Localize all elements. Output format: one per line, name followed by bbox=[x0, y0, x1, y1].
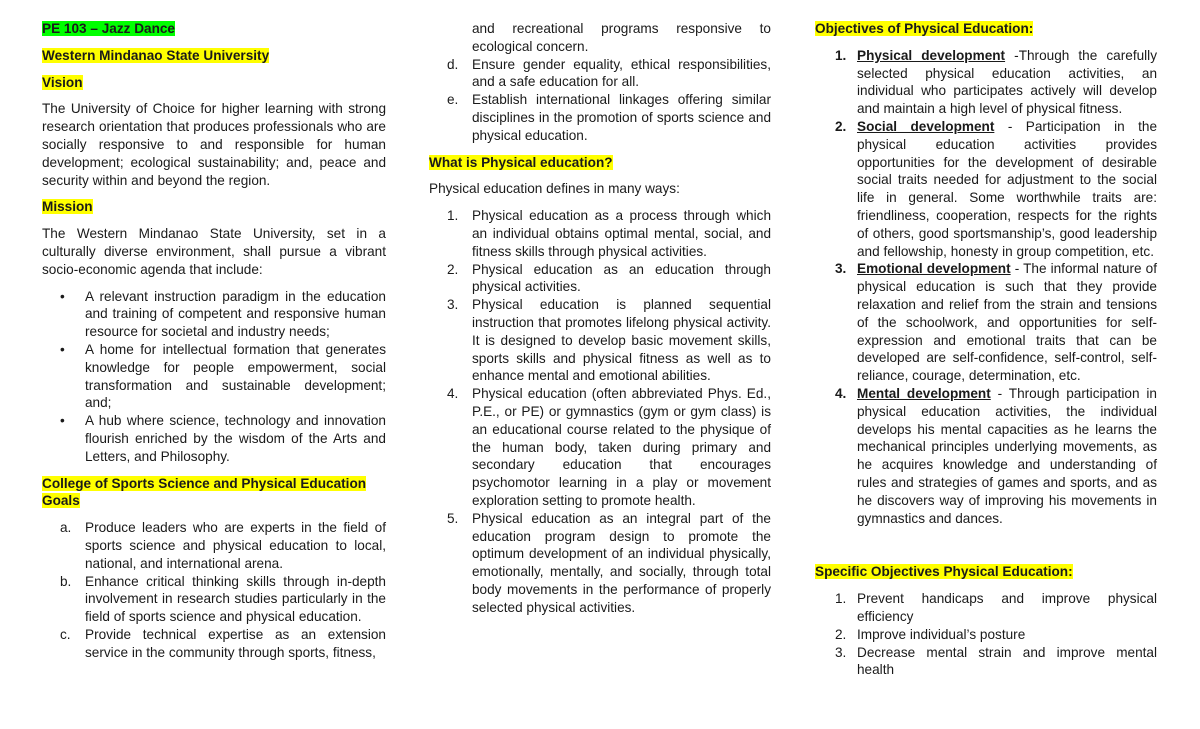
vision-text: The University of Choice for higher learning with strong research orientation that produces professionals who are socially responsive to and responsible for human development; ecological sustainability; and, peace and security within and beyond the region. bbox=[42, 101, 386, 188]
mission-item: • A relevant instruction paradigm in the education and training of competent and responsive human resource for societal and industry needs; bbox=[60, 288, 386, 340]
objectives-list bbox=[815, 47, 1157, 528]
goal-item: c. Provide technical expertise as an extension service in the community through sports, fitness, bbox=[60, 626, 386, 660]
definition-item: 1. Physical education as a process through which an individual obtains optimal mental, social, and fitness skills through physical activities. bbox=[447, 208, 771, 259]
objective-item: 2. Social development - Participation in the physical education activities provides opportunities for the development of desirable social traits needed for adjustment to the social life in general. Some worthwhile traits are: friendliness, cooperation, respects for the rights of others, good sportsmanship’s, good leadership and fellowship, honesty in group competition, etc. bbox=[835, 118, 1158, 259]
bullet-icon: • bbox=[60, 341, 65, 357]
objective-item: 1. Physical development -Through the carefully selected physical education activities, an individual who participates actively will develop and maintain a high level of physical fitness. bbox=[835, 47, 1157, 117]
column-2 bbox=[429, 20, 771, 617]
definitions-list bbox=[429, 207, 771, 616]
definition-item: 4. Physical education (often abbreviated Phys. Ed., P.E., or PE) or gymnastics (gym or gym class) is an educational course related to the physique of the human body, taken during primary and secondary education that encourages psychomotor learning in a play or movement exploration setting to promote health. bbox=[447, 386, 771, 508]
objectives-heading: Objectives of Physical Education: bbox=[815, 21, 1034, 36]
objective-item: 3. Emotional development - The informal nature of physical education is such that they provide relaxation and relief from the strain and tensions of the schoolwork, and opportunities for self-expression and emotional traits that can be developed are self-confidence, self-control, self-reliance, courage, determination, etc. bbox=[835, 261, 1157, 384]
mission-heading: Mission bbox=[42, 199, 93, 215]
definition-item: 2. Physical education as an education through physical activities. bbox=[447, 261, 771, 295]
course-title: PE 103 – Jazz Dance bbox=[42, 21, 175, 36]
column-3 bbox=[815, 20, 1157, 679]
bullet-icon: • bbox=[60, 288, 65, 304]
college-goals-heading: College of Sports Science and Physical Education Goals bbox=[42, 475, 367, 509]
mission-item: • A hub where science, technology and innovation flourish enriched by the wisdom of the Arts and Letters, and Philosophy. bbox=[60, 413, 386, 464]
mission-item: • A home for intellectual formation that generates knowledge for people empowerment, social transformation and sustainable development; and; bbox=[60, 341, 386, 411]
goal-item: e. Establish international linkages offering similar disciplines in the promotion of sports science and physical education. bbox=[447, 92, 771, 143]
specific-objective-item: 2. Improve individual’s posture bbox=[835, 626, 1026, 642]
pe-intro: Physical education defines in many ways: bbox=[429, 181, 680, 197]
university-name: Western Mindanao State University bbox=[42, 47, 270, 63]
definition-item: 5. Physical education as an integral part of the education program design to promote the optimum development of an individual physically, emotionally, mentally, and socially, through total body movements in the performance of properly selected physical activities. bbox=[447, 510, 771, 615]
column-1 bbox=[42, 20, 386, 662]
goals-list-continued bbox=[429, 20, 771, 145]
goal-item-continued: and recreational programs responsive to ecological concern. bbox=[472, 21, 771, 54]
mission-text: The Western Mindanao State University, set in a culturally diverse environment, shall pursue a vibrant socio-economic agenda that include: bbox=[42, 226, 386, 277]
specific-objective-item: 1. Prevent handicaps and improve physical efficiency bbox=[835, 591, 1157, 624]
objective-item: 4. Mental development - Through participation in physical education activities, the individual develops his mental capacities as he learns the mechanical principles underlying movements, as he acquires knowledge and understanding of rules and strategies of games and sports, and as he discovers way of improving his movements in gymnastics and dances. bbox=[835, 385, 1157, 526]
goal-item: d. Ensure gender equality, ethical responsibilities, and a safe education for all. bbox=[447, 56, 771, 90]
pe-heading: What is Physical education? bbox=[429, 154, 613, 170]
vision-heading: Vision bbox=[42, 74, 83, 90]
goal-item: a. Produce leaders who are experts in the field of sports science and physical education to local, national, and international arena. bbox=[60, 520, 386, 571]
bullet-icon: • bbox=[60, 413, 65, 429]
specific-objective-item: 3. Decrease mental strain and improve mental health bbox=[835, 644, 1157, 678]
definition-item: 3. Physical education is planned sequential instruction that promotes lifelong physical activity. It is designed to develop basic movement skills, sports skills and physical fitness as well as to enhance mental and emotional abilities. bbox=[447, 297, 771, 384]
mission-list bbox=[42, 288, 386, 466]
goal-item: b. Enhance critical thinking skills through in-depth involvement in research studies particularly in the field of sports science and physical education. bbox=[60, 573, 386, 625]
specific-objectives-heading: Specific Objectives Physical Education: bbox=[815, 564, 1073, 580]
goals-list bbox=[42, 519, 386, 661]
specific-objectives-list bbox=[815, 590, 1157, 679]
